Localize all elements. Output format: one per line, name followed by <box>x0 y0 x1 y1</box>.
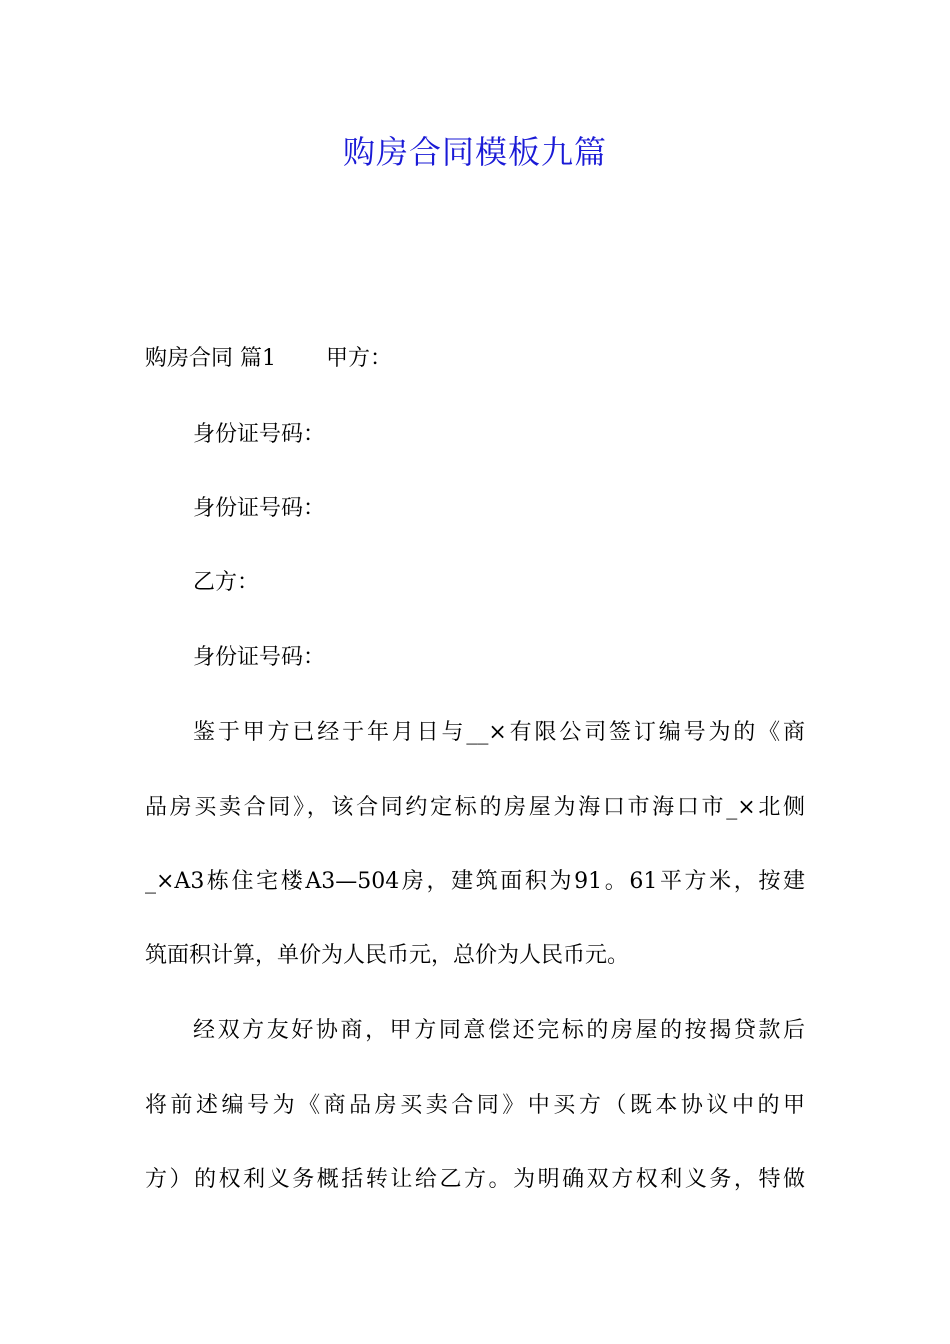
id-number-field-3: 身份证号码： <box>193 645 326 670</box>
paragraph-1-line-3: _×A3栋住宅楼A3—504房，建筑面积为91。61平方米，按建 <box>145 869 805 894</box>
paragraph-1-line-1: 鉴于甲方已经于年月日与__×有限公司签订编号为的《商 <box>193 720 805 745</box>
section-heading <box>145 344 392 374</box>
id-number-field-2: 身份证号码： <box>193 496 326 521</box>
paragraph-2-line-3: 方）的权利义务概括转让给乙方。为明确双方权利义务，特做 <box>145 1167 805 1192</box>
party-b-label: 乙方： <box>193 570 260 595</box>
party-a-label: 甲方： <box>326 346 393 371</box>
document-title: 购房合同模板九篇 <box>342 133 607 171</box>
section-label: 购房合同 篇1 <box>145 346 276 371</box>
paragraph-2-line-1: 经双方友好协商，甲方同意偿还完标的房屋的按揭贷款后 <box>193 1018 805 1043</box>
paragraph-1-line-4: 筑面积计算，单价为人民币元，总价为人民币元。 <box>145 943 630 968</box>
paragraph-1-line-2: 品房买卖合同》，该合同约定标的房屋为海口市海口市_×北侧 <box>145 795 805 820</box>
paragraph-2-line-2: 将前述编号为《商品房买卖合同》中买方（既本协议中的甲 <box>145 1093 805 1118</box>
id-number-field-1: 身份证号码： <box>193 422 326 447</box>
